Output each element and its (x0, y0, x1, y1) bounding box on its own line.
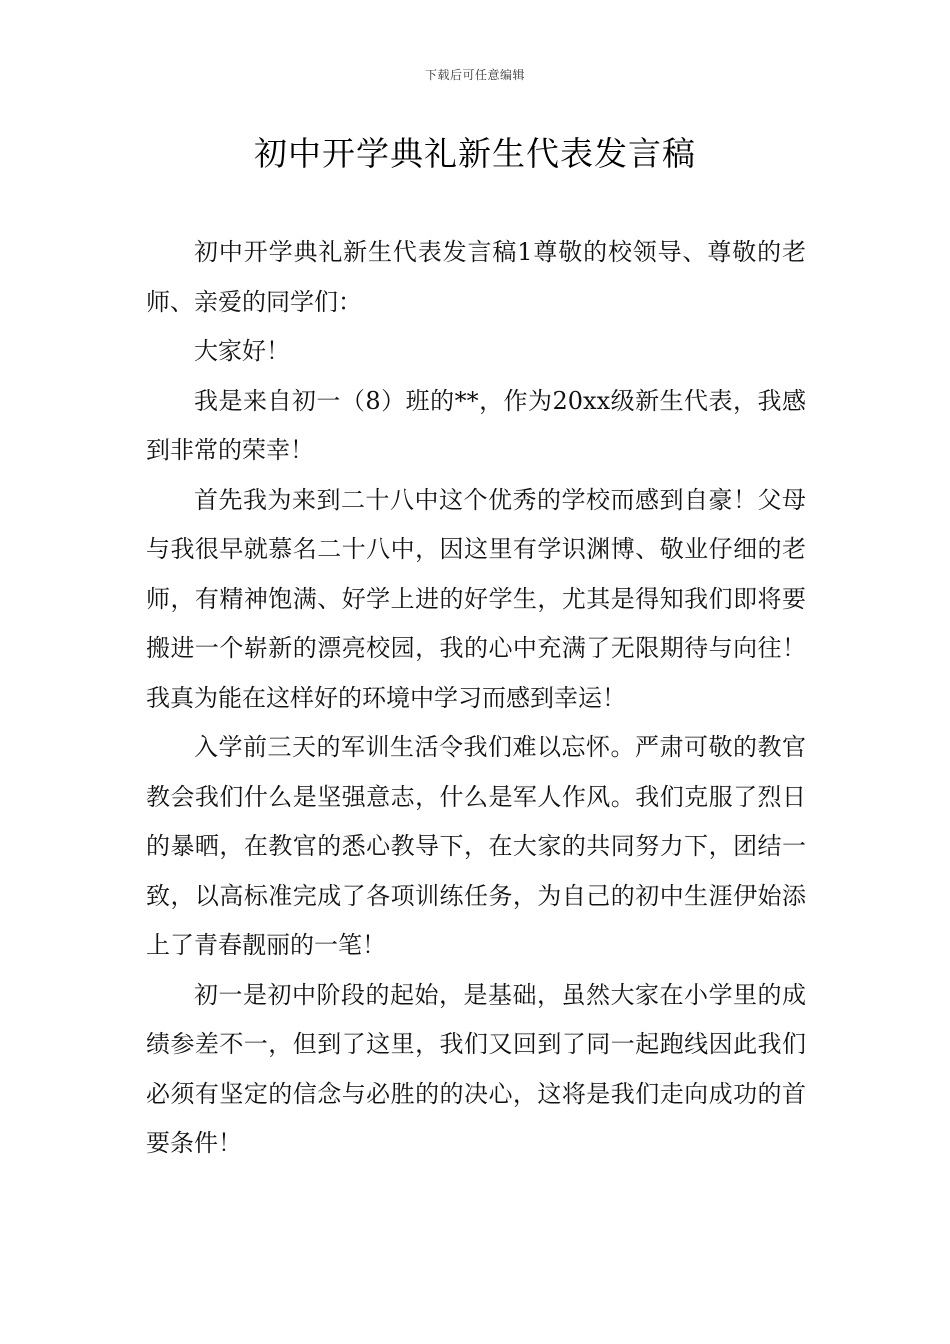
paragraph-first-year: 初一是初中阶段的起始，是基础，虽然大家在小学里的成绩参差不一，但到了这里，我们又回到了同一起跑线因此我们必须有坚定的信念与必胜的的决心，这将是我们走向成功的首要条件！ (146, 980, 806, 1157)
paragraph-introduction: 我是来自初一（8）班的**，作为20xx级新生代表，我感到非常的荣幸！ (146, 386, 806, 464)
document-body (146, 228, 806, 1169)
header-note: 下载后可任意编辑 (424, 68, 525, 82)
document-title: 初中开学典礼新生代表发言稿 (254, 134, 696, 173)
paragraph-greeting: 初中开学典礼新生代表发言稿1尊敬的校领导、尊敬的老师、亲爱的同学们： (146, 238, 806, 316)
paragraph-school-pride: 首先我为来到二十八中这个优秀的学校而感到自豪！父母与我很早就慕名二十八中，因这里有学识渊博、敬业仔细的老师，有精神饱满、好学上进的好学生，尤其是得知我们即将要搬进一个崭新的漂亮校园，我的心中充满了无限期待与向往！我真为能在这样好的环境中学习而感到幸运！ (146, 485, 806, 712)
paragraph-hello: 大家好！ (194, 337, 290, 365)
paragraph-military-training: 入学前三天的军训生活令我们难以忘怀。严肃可敬的教官教会我们什么是坚强意志，什么是军人作风。我们克服了烈日的暴晒，在教官的悉心教导下，在大家的共同努力下，团结一致，以高标准完成了各项训练任务，为自己的初中生涯伊始添上了青春靓丽的一笔！ (146, 733, 806, 959)
